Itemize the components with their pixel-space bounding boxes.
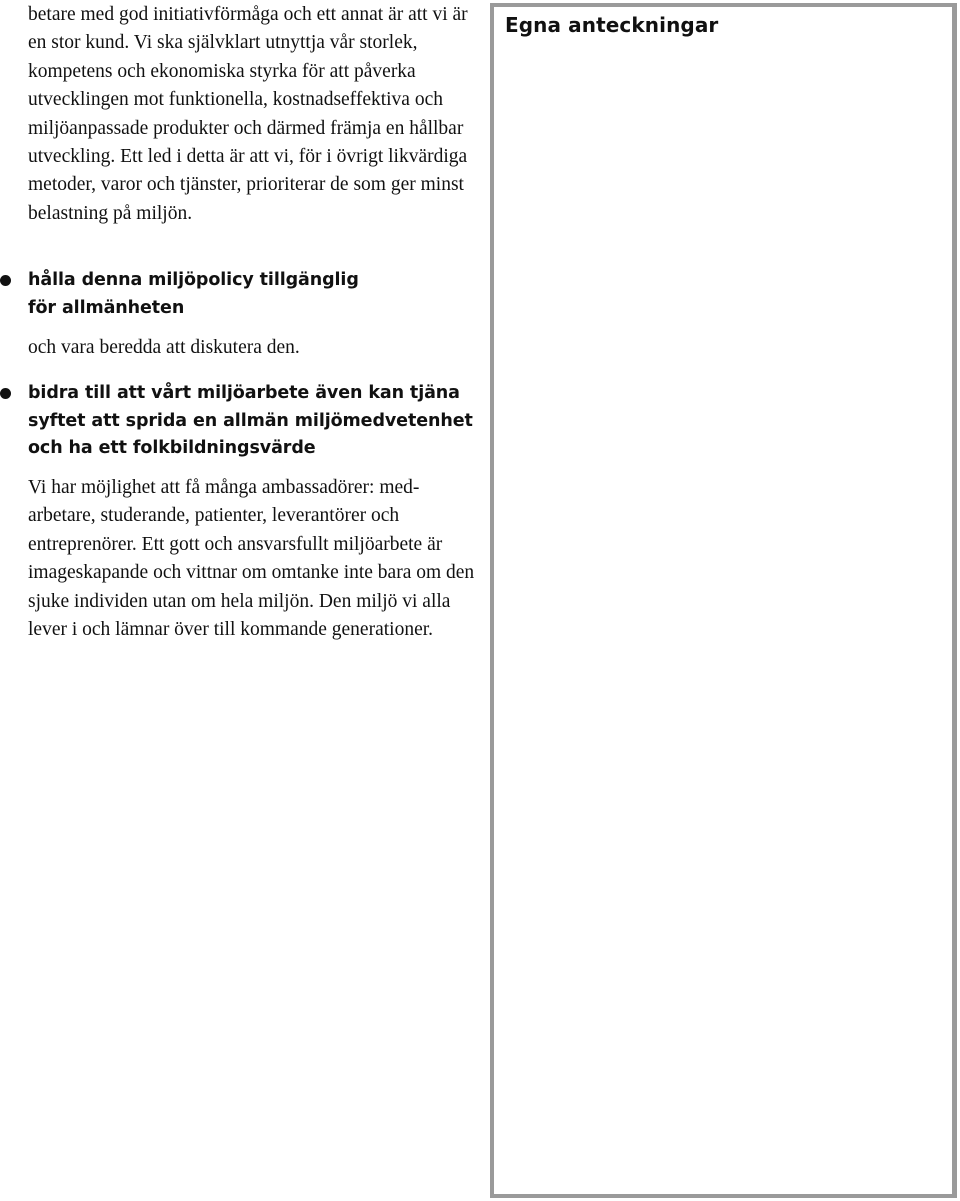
bullet-item-policy (0, 267, 475, 358)
intro-paragraph: betare med god initiativförmåga och ett annat är att vi är en stor kund. Vi ska självklart utnyttja vår storlek, kompetens och ekonomiska styrka för att påverka utvecklingen mot funktionella, kostnadseffektiva och miljöanpassade produkter och därmed främja en hållbar utveckling. Ett led i detta är att vi, för i övrigt likvärdiga metoder, varor och tjänster, prioriterar de som ger minst belastning på miljön. (28, 4, 468, 224)
notes-box[interactable] (490, 3, 957, 1198)
bullet-heading: bidra till att vårt miljöarbete även kan tjäna syftet att sprida en allmän miljömedvetenhet och ha ett folkbildningsvärde (28, 383, 473, 458)
bullet-item-awareness (0, 380, 475, 641)
bullet-dot-icon (0, 275, 11, 286)
bullet-body: Vi har möjlighet att få många ambassadörer: medarbetare, studerande, patienter, leverantörer och entreprenörer. Ett gott och ansvarsfullt miljöarbete är imageskapande och vittnar om omtanke inte bara om den sjuke individen utan om hela miljön. Den miljö vi alla lever i och lämnar över till kommande generationer. (28, 477, 475, 641)
bullet-body: och vara beredda att diskutera den. (28, 337, 300, 358)
bullet-dot-icon (0, 388, 11, 399)
bullet-heading: hålla denna miljöpolicy tillgänglig för allmänheten (28, 270, 359, 318)
notes-title: Egna anteckningar (505, 13, 719, 37)
